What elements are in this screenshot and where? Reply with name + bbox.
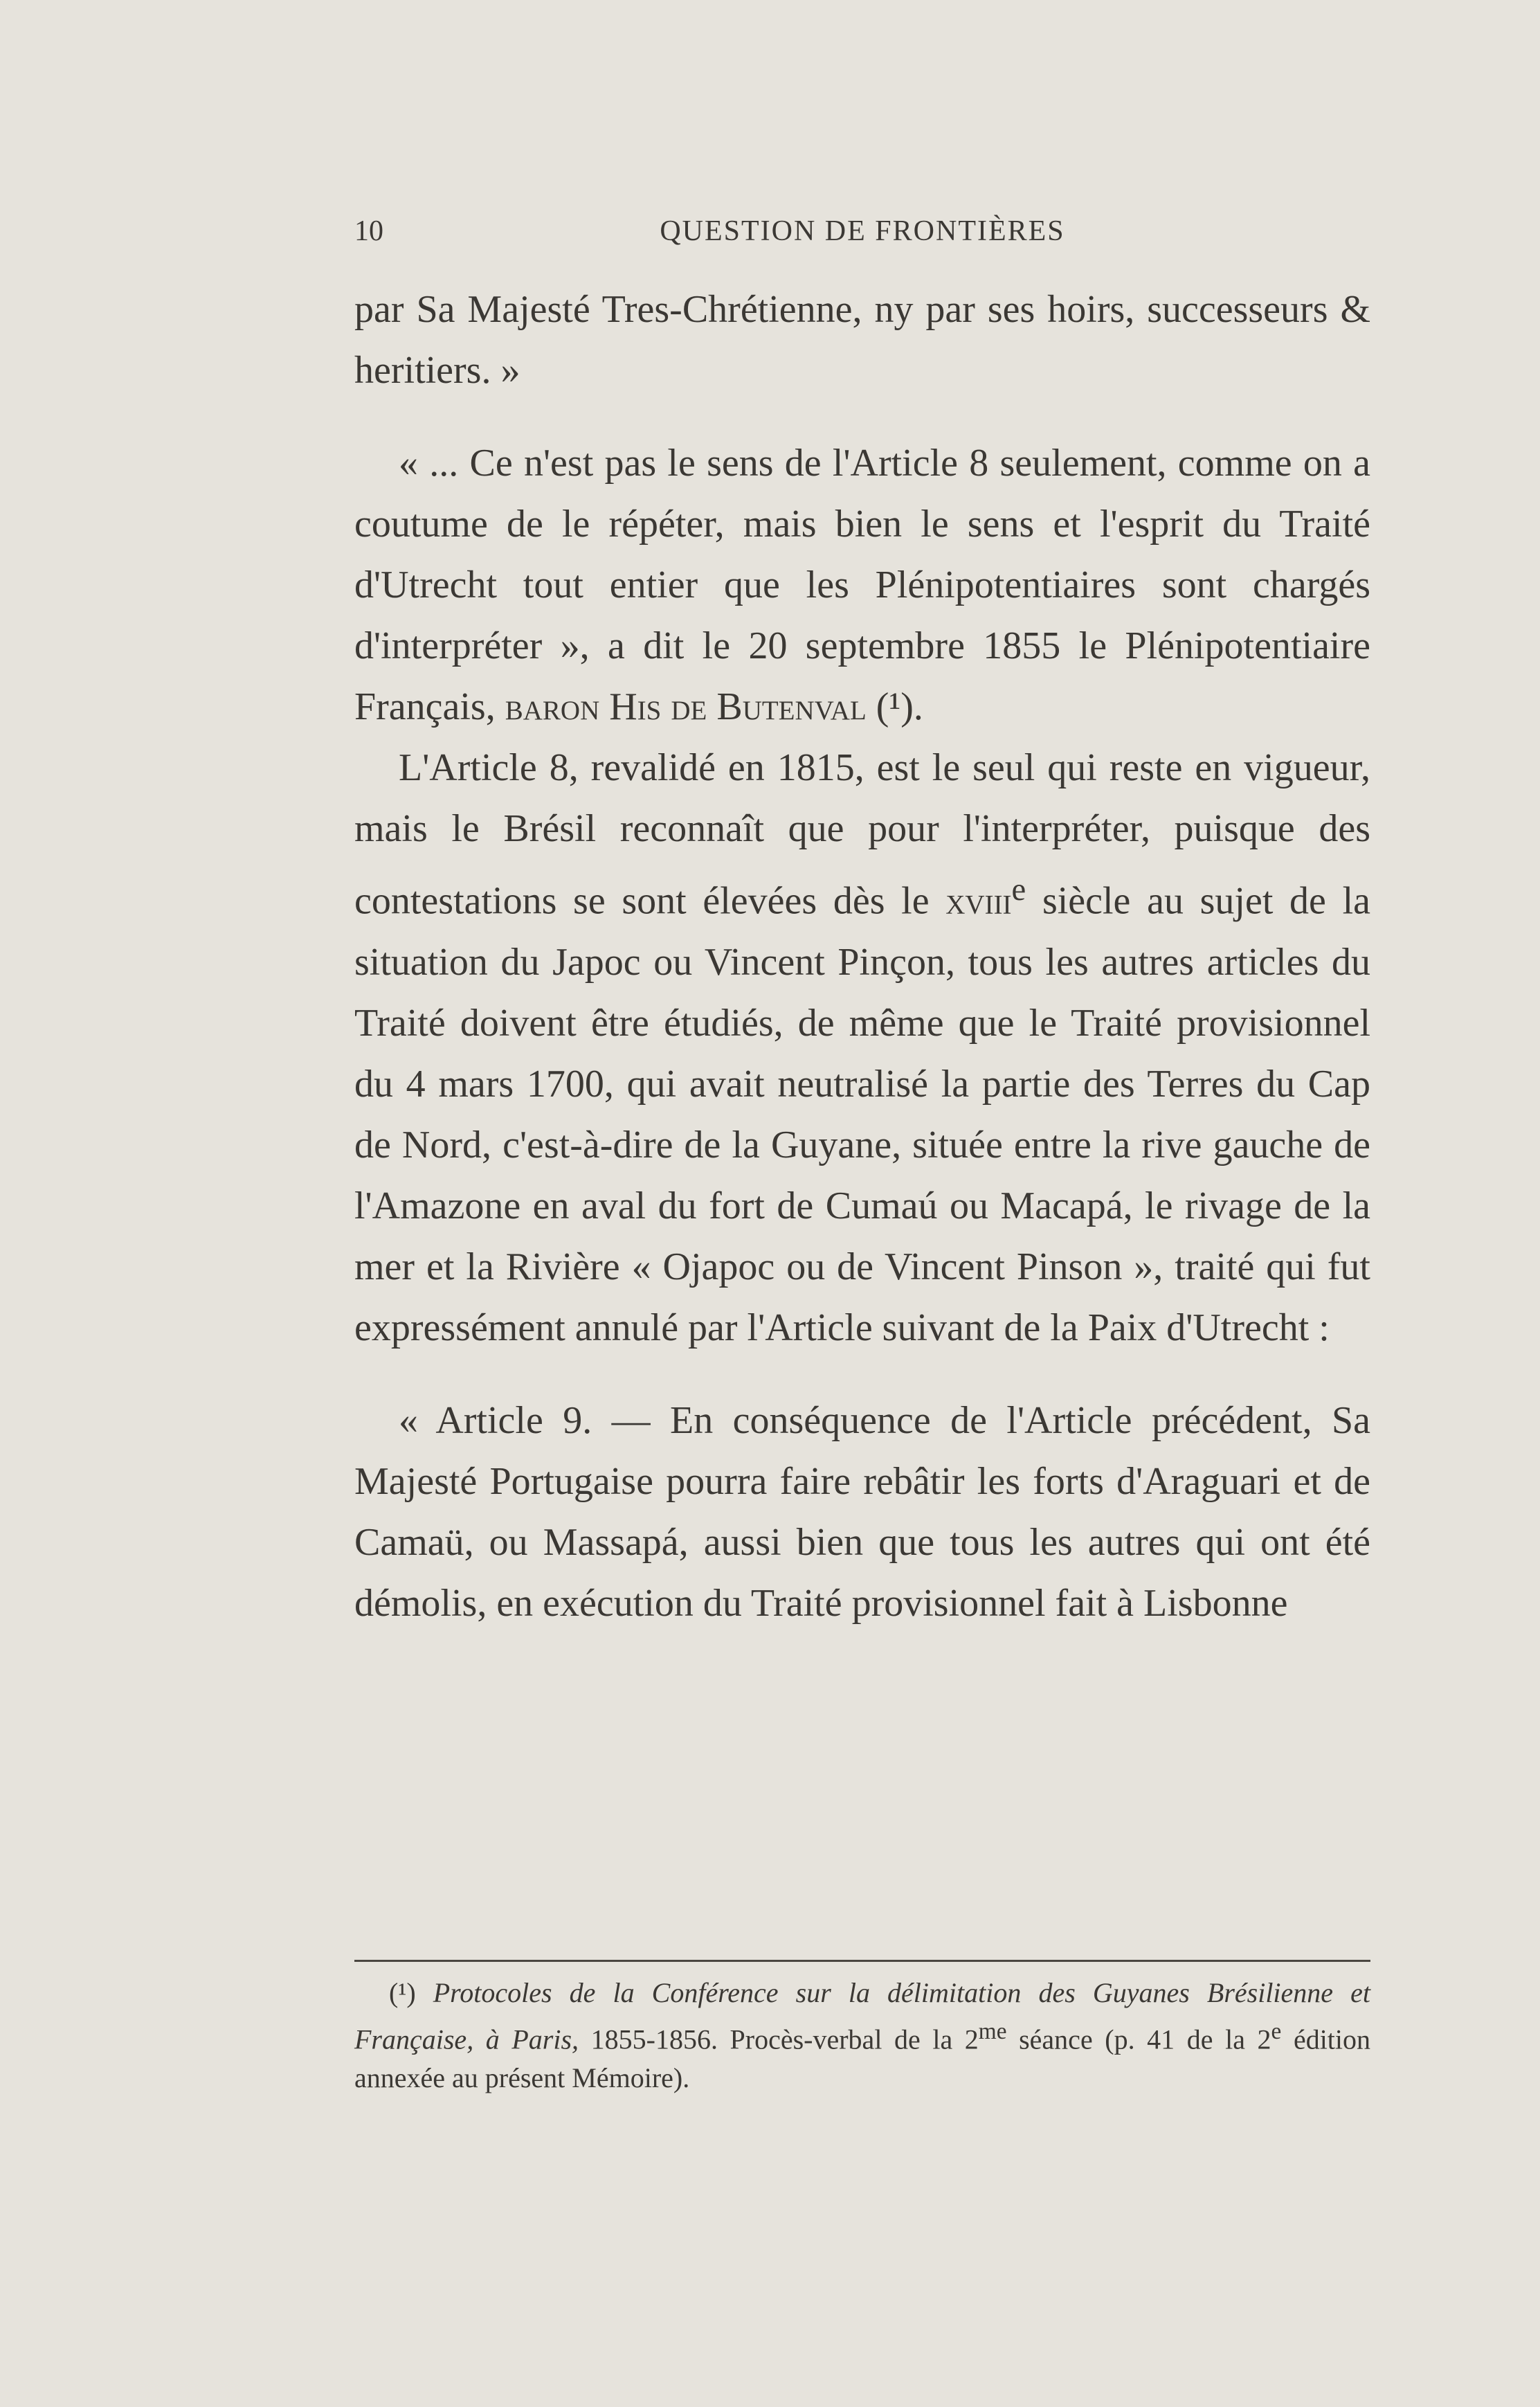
page-header: [354, 215, 1370, 256]
paragraph-2: [354, 433, 1370, 737]
paragraph-3-text-b: siècle au sujet de la situation du Japoc ou Vincent Pinçon, tous les autres articles du Traité doivent être étudiés, de même que le Traité provisionnel du 4 mars 1700, qui avait neutralisé la partie des Terres du Cap de Nord, c'est-à-dire de la Guyane, située entre la rive gauche de l'Amazone en aval du fort de Cumaú ou Macapá, le rivage de la mer et la Rivière « Ojapoc ou de Vincent Pinson », traité qui fut expressément annulé par l'Article suivant de la Paix d'Utrecht :: [354, 879, 1370, 1349]
running-title: QUESTION DE FRONTIÈRES: [660, 215, 1065, 247]
paragraph-3-text-a: L'Article 8, revalidé en 1815, est le seul qui reste en vigueur, mais le Brésil reconnaît que pour l'interpréter, puisque des contestations se sont élevées dès le: [354, 746, 1370, 923]
century-numeral: xviii: [945, 879, 1012, 923]
paragraph-2-text: « ... Ce n'est pas le sens de l'Article 8 seulement, comme on a coutume de le répéter, mais bien le sens et l'esprit du Traité d'Utrecht tout entier que les Plénipotentiaires sont chargés d'interpréter », a dit le 20 septembre 1855 le Plénipotentiaire Français,: [354, 442, 1370, 728]
footnote-rest: 1855-1856. Procès-verbal de la 2: [590, 2023, 979, 2055]
footnote-sup-me: me: [978, 2019, 1007, 2044]
footnote-sup-e: e: [1271, 2019, 1282, 2044]
page-number: 10: [354, 215, 383, 247]
footnote-rule: [354, 1960, 1370, 1962]
paragraph-4: « Article 9. — En conséquence de l'Article précédent, Sa Majesté Portugaise pourra faire rebâtir les forts d'Araguari et de Camaü, ou Massapá, aussi bien que tous les autres qui ont été démolis, en exécution du Traité provisionnel fait à Lisbonne: [354, 1398, 1370, 1625]
century-sup: e: [1011, 872, 1026, 908]
footnote-italic: Protocoles de la Conférence sur la délimitation des Guyanes Brésilienne et Française, à Paris,: [354, 1977, 1371, 2055]
footnote: [354, 1974, 1370, 2098]
footnote-marker: (¹): [389, 1977, 416, 2008]
footnote-rest-2: séance (p. 41 de la 2: [1019, 2023, 1271, 2055]
body-text: [354, 279, 1370, 1634]
footnote-text: [354, 1974, 1370, 2098]
paragraph-3: [354, 737, 1370, 1358]
paragraph-1: par Sa Majesté Tres-Chrétienne, ny par ses hoirs, successeurs & heritiers. »: [354, 288, 1370, 392]
author-name: baron His de Butenval: [505, 685, 867, 728]
footnote-ref: (¹).: [876, 685, 923, 728]
footnote-rest-3: édition annexée au présent Mémoire).: [354, 2023, 1371, 2094]
